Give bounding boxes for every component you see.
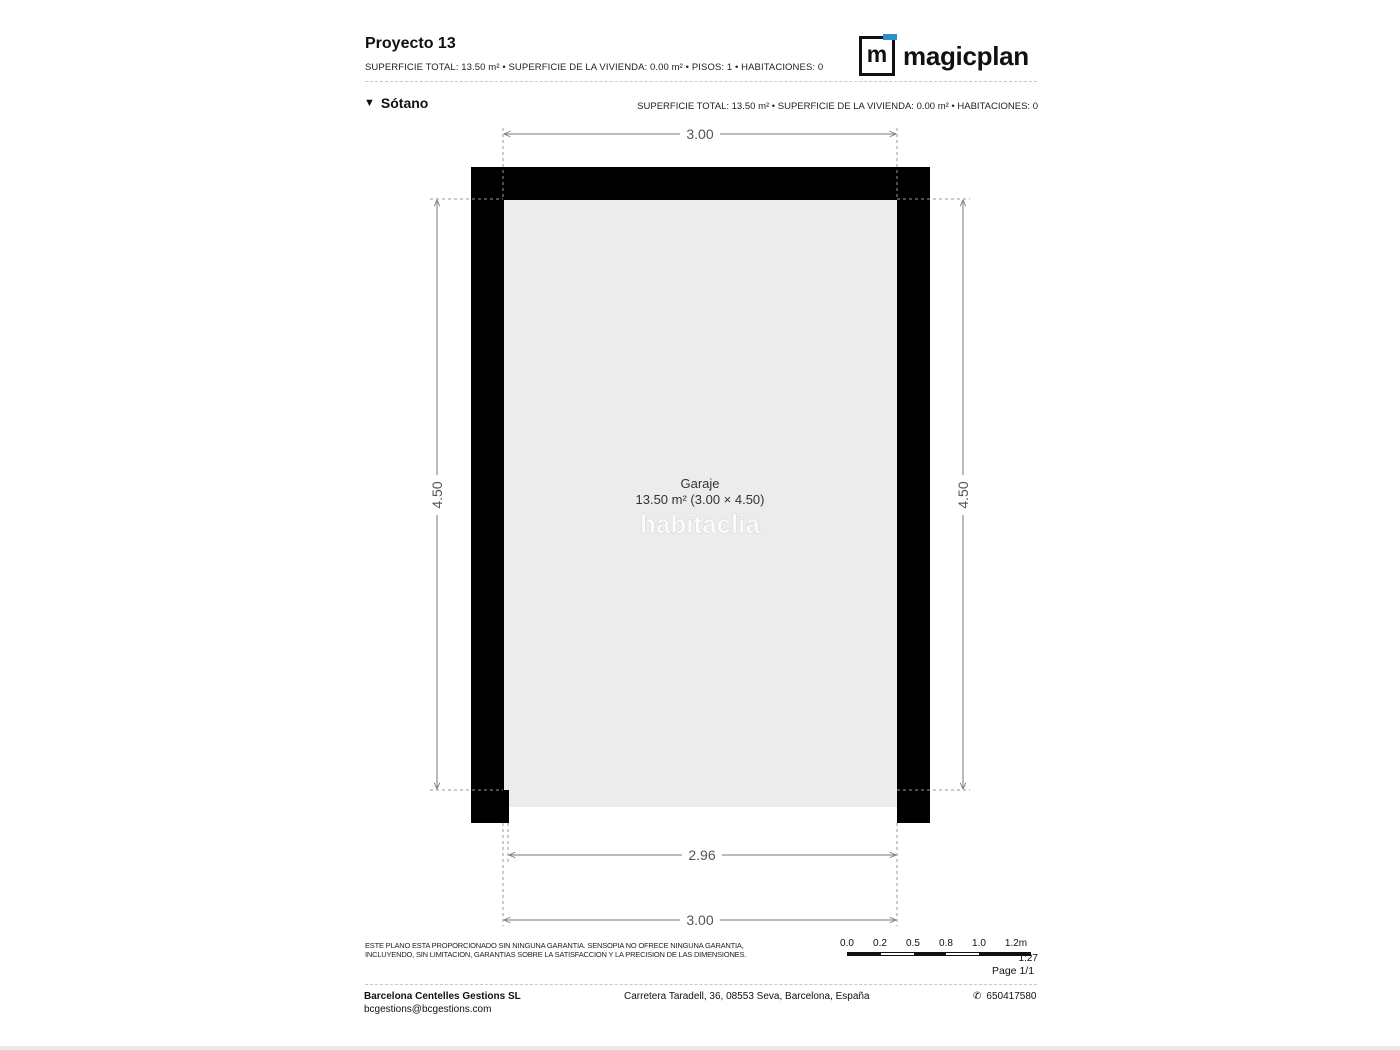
wall-left-stub [503, 790, 509, 823]
floor-name: Sótano [380, 95, 429, 111]
page-edge [0, 1046, 1400, 1050]
dim-label-right: 4.50 [955, 481, 971, 509]
disclaimer-text: ESTE PLANO ESTA PROPORCIONADO SIN NINGUNA GARANTIA. SENSOPIA NO OFRECE NINGUNA GARANTIA, INCLUYENDO, SIN LIMITACION, GARANTIAS SOBRE LA SATISFACCION Y LA PRECISION DE LAS DIMENSIONES. [365, 941, 747, 959]
floor-summary: SUPERFICIE TOTAL: 13.50 m² • SUPERFICIE DE LA VIVIENDA: 0.00 m² • HABITACIONES: 0 [637, 101, 1038, 112]
phone-icon: ✆ [973, 991, 982, 1002]
scale-ratio: 1:27 [1018, 953, 1038, 964]
collapse-triangle-icon: ▼ [364, 97, 375, 109]
company-email: bcgestions@bcgestions.com [364, 1004, 492, 1015]
watermark: habitaclia [640, 509, 760, 539]
scale-label: 0.2 [873, 938, 887, 949]
room-name: Garaje [680, 476, 720, 491]
project-title: Proyecto 13 [365, 35, 456, 52]
page-number: Page 1/1 [992, 965, 1035, 977]
room-area: 13.50 m² (3.00 × 4.50) [635, 492, 765, 507]
scale-label: 0.5 [906, 938, 920, 949]
logo-mark-icon: m [859, 36, 895, 76]
scale-labels [838, 938, 1038, 950]
scale-label: 0.0 [840, 938, 854, 949]
scale-label: 1.0 [972, 938, 986, 949]
dim-label-top: 3.00 [686, 126, 714, 142]
scale-label: 0.8 [939, 938, 953, 949]
company-phone [973, 991, 1036, 1002]
phone-number: 650417580 [986, 991, 1037, 1002]
wall-right [897, 167, 930, 823]
wall-left [471, 167, 504, 823]
scale-bar [847, 952, 1031, 956]
dim-label-bottom: 3.00 [686, 912, 714, 928]
dim-label-left: 4.50 [429, 481, 445, 509]
footer-divider [365, 984, 1037, 985]
project-summary: SUPERFICIE TOTAL: 13.50 m² • SUPERFICIE DE LA VIVIENDA: 0.00 m² • PISOS: 1 • HABITACIONES: 0 [365, 62, 824, 73]
company-name: Barcelona Centelles Gestions SL [364, 991, 521, 1002]
logo-text: magicplan [903, 40, 1029, 71]
company-address: Carretera Taradell, 36, 08553 Seva, Barcelona, España [624, 991, 870, 1002]
wall-top [471, 167, 930, 200]
dim-label-inner-bottom: 2.96 [688, 847, 716, 863]
scale-label: 1.2m [1004, 938, 1028, 949]
